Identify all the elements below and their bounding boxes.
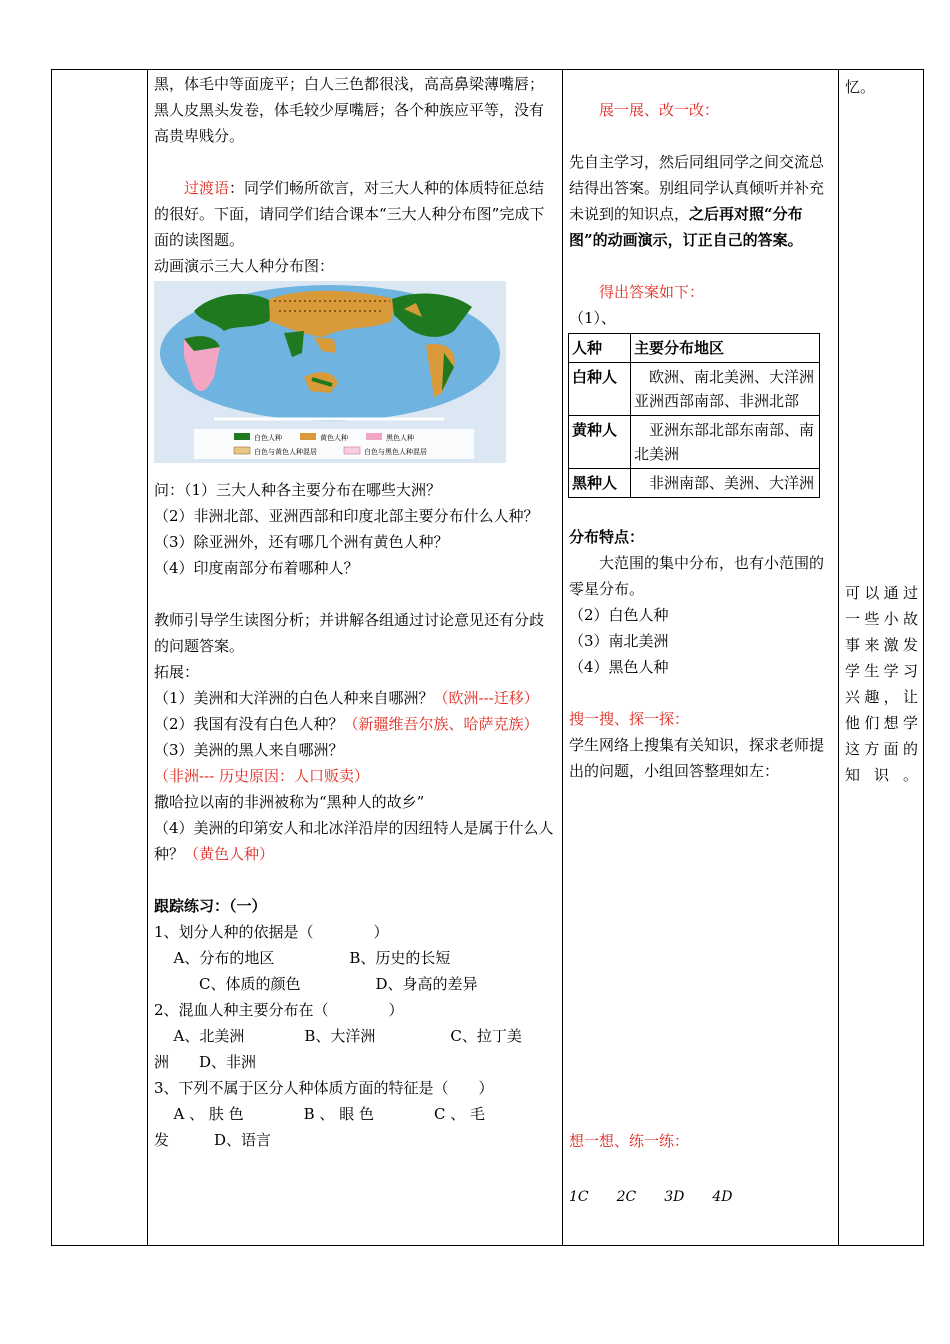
transition-paragraph — [154, 175, 554, 253]
extension-3: （3）美洲的黑人来自哪洲？（非洲--- 历史原因：人口贩卖） — [154, 741, 369, 785]
practice-q2: 2、混血人种主要分布在（ ） — [154, 1001, 404, 1019]
answer-4: （4）黑色人种 — [569, 658, 669, 676]
practice-q1: 1、划分人种的依据是（ ） — [154, 923, 389, 941]
think-section-title: 想一想、练一练： — [569, 1132, 690, 1150]
answer-title: 得出答案如下： — [599, 283, 705, 301]
transition-label: 过渡语 — [184, 179, 230, 197]
legend-label: 白色人种 — [254, 434, 282, 442]
practice-q2-option-d: 洲 D、非洲 — [154, 1053, 257, 1071]
practice-q1-options-ab: A、分布的地区 B、历史的长短 — [173, 949, 451, 967]
race-distribution-map — [154, 281, 506, 463]
practice-q3-option-d: 发 D、语言 — [154, 1131, 272, 1149]
legend-label: 黄色人种 — [320, 434, 348, 442]
feature-title: 分布特点： — [569, 528, 645, 546]
search-section-title: 搜一搜、探一探： — [569, 710, 690, 728]
show-section-text: 先自主学习，然后同组同学之间交流总结得出答案。别组同学认真倾听并补充未说到的知识点，之后再对照“分布图”的动画演示，订正自己的答案。 — [569, 153, 825, 249]
question-1: 问：（1）三大人种各主要分布在哪些大洲？ — [154, 481, 442, 499]
extension-label: 拓展： — [154, 663, 200, 681]
lesson-plan-table — [51, 69, 924, 1246]
legend-label: 白色与黄色人种混居 — [254, 448, 317, 456]
extension-2: （2）我国有没有白色人种？（新疆维吾尔族、哈萨克族） — [154, 715, 539, 733]
question-2: （2）非洲北部、亚洲西部和印度北部主要分布什么人种？ — [154, 507, 539, 525]
legend-label: 白色与黑色人种混居 — [364, 448, 427, 456]
teacher-activity-column — [148, 70, 560, 1245]
race-distribution-table — [568, 333, 820, 498]
answer-3: （3）南北美洲 — [569, 632, 669, 650]
practice-q3: 3、下列不属于区分人种体质方面的特征是（ ） — [154, 1079, 494, 1097]
practice-q2-options-abc: A、北美洲 B、大洋洲 C、拉丁美 — [173, 1027, 522, 1045]
design-note-top: 忆。 — [845, 78, 876, 96]
practice-q3-options-abc: A 、 肤 色 B 、 眼 色 C 、 毛 — [173, 1105, 485, 1123]
design-note: 可以通过一些小故事来激发学生学习兴趣，让他们想学这方面的知识。 — [845, 584, 919, 784]
table-header-row — [569, 334, 820, 363]
race-traits-summary: 黑，体毛中等面庞平；白人三色都很浅，高高鼻梁薄嘴唇；黑人皮黑头发卷，体毛较少厚嘴唇；各个种族应平等，没有高贵卑贱分。 — [154, 75, 545, 145]
practice-title: 跟踪练习：（一） — [154, 897, 267, 915]
legend-label: 黑色人种 — [386, 434, 414, 442]
answer-2: （2）白色人种 — [569, 606, 669, 624]
search-section-text: 学生网络上搜集有关知识，探求老师提出的问题，小组回答整理如左： — [569, 736, 825, 780]
table-header-cell: 人种 — [569, 334, 631, 363]
extension-1: （1）美洲和大洋洲的白色人种来自哪洲？（欧洲---迁移） — [154, 689, 539, 707]
question-4: （4）印度南部分布着哪种人？ — [154, 559, 359, 577]
answer-number: （1）、 — [569, 309, 617, 327]
transition-text: ：同学们畅所欲言，对三大人种的体质特征总结的很好。下面，请同学们结合课本“三大人种分布图”完成下面的读图题。 — [154, 179, 545, 249]
design-intent-column — [839, 70, 925, 1245]
extension-3-note: 撒哈拉以南的非洲被称为“黑种人的故乡” — [154, 793, 425, 811]
map-caption: 动画演示三大人种分布图： — [154, 257, 335, 275]
table-row: 白种人 欧洲、南北美洲、大洋洲 亚洲西部南部、非洲北部 — [569, 363, 820, 416]
table-header-cell: 主要分布地区 — [631, 334, 820, 363]
question-3: （3）除亚洲外，还有哪几个洲有黄色人种？ — [154, 533, 449, 551]
feature-text: 大范围的集中分布，也有小范围的零星分布。 — [569, 554, 825, 598]
teacher-guide: 教师引导学生读图分析；并讲解各组通过讨论意见还有分歧的问题答案。 — [154, 611, 545, 655]
practice-answers: 1C 2C 3D 4D — [569, 1189, 733, 1205]
show-section-title: 展一展、改一改： — [599, 101, 720, 119]
table-row: 黄种人 亚洲东部北部东南部、南北美洲 — [569, 416, 820, 469]
table-row: 黑种人 非洲南部、美洲、大洋洲 — [569, 469, 820, 498]
extension-4: （4）美洲的印第安人和北冰洋沿岸的因纽特人是属于什么人种？（黄色人种） — [154, 819, 554, 863]
student-activity-column — [563, 70, 835, 1245]
practice-q1-options-cd: C、体质的颜色 D、身高的差异 — [199, 975, 478, 993]
